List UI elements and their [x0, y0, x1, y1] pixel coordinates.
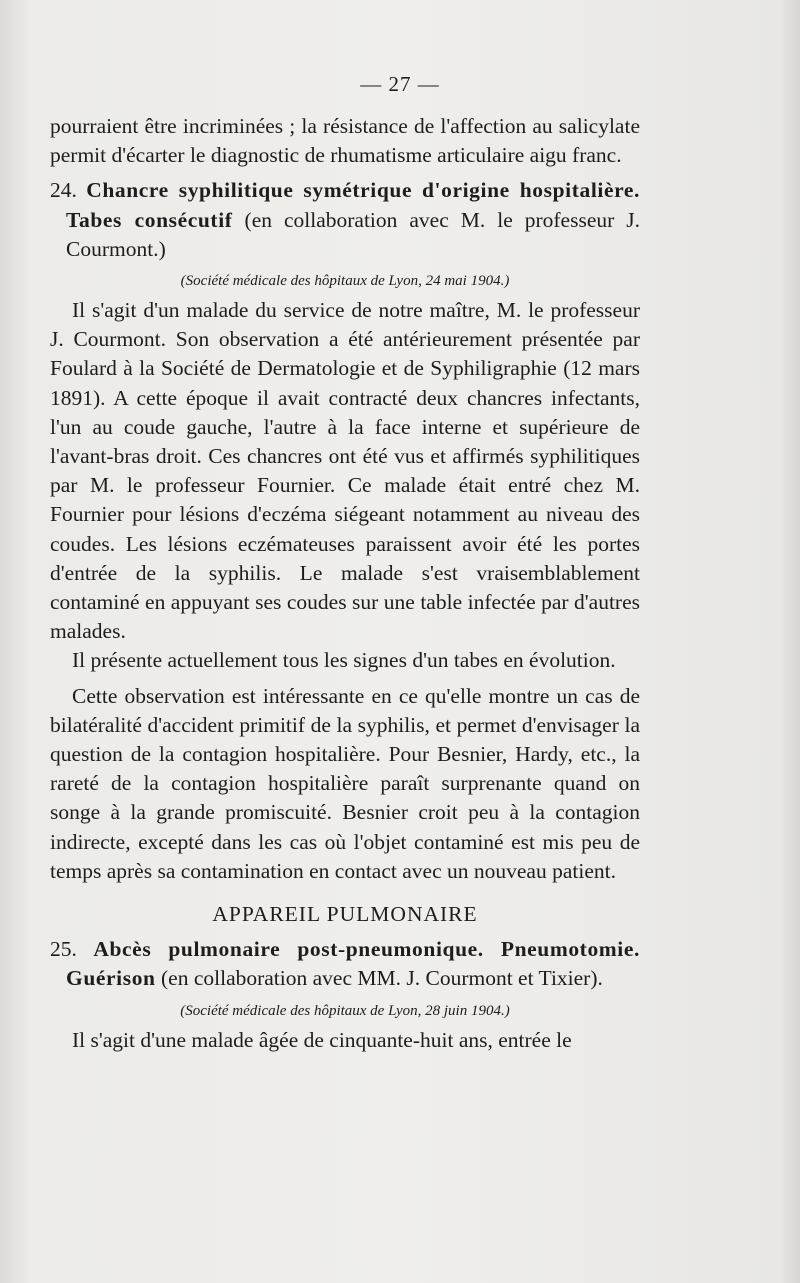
- entry-25-title: Abcès pulmonaire post-pneumonique. Pneumotomie. Guérison: [66, 937, 640, 991]
- section-heading: APPAREIL PULMONAIRE: [212, 902, 478, 927]
- entry-24-paragraph-2: Il présente actuellement tous les signes d'un tabes en évolution.: [72, 648, 616, 673]
- entry-24-source: (Société médicale des hôpitaux de Lyon, 24 mai 1904.): [180, 273, 510, 290]
- entry-25-collaboration: (en collaboration avec MM. J. Courmont et Tixier).: [161, 966, 603, 991]
- page-number: — 27 —: [360, 72, 440, 96]
- entry-24-paragraph-1: Il s'agit d'un malade du service de notre maître, M. le professeur J. Courmont. Son observation a été antérieurement présentée par Foulard à la Société de Dermatologie et de Syphiligraphie (12 mars 1891). A cette époque il avait contracté deux chancres infectants, l'un au coude gauche, l'autre à la face interne et supérieure de l'avant-bras droit. Ces chancres ont été vus et affirmés syphilitiques par M. le professeur Fournier. Ce malade était entré chez M. Fournier pour lésions d'eczéma siégeant notamment au niveau des coudes. Les lésions eczémateuses paraissent avoir été les portes d'entrée de la syphilis. Le malade s'est vraisemblablement contaminé en appuyant ses coudes sur une table infectée par d'autres malades.: [50, 298, 640, 644]
- entry-25-source: (Société médicale des hôpitaux de Lyon, 28 juin 1904.): [180, 1002, 510, 1019]
- entry-25-paragraph: Il s'agit d'une malade âgée de cinquante-huit ans, entrée le: [72, 1027, 572, 1052]
- entry-24-paragraph-3: Cette observation est intéressante en ce qu'elle montre un cas de bilatéralité d'accident primitif de la syphilis, et permet d'envisager la question de la contagion hospitalière. Pour Besnier, Hardy, etc., la rareté de la contagion hospitalière paraît surprenante quand on songe à la grande promiscuité. Besnier croit peu à la contagion indirecte, excepté dans les cas où l'objet contaminé est mis peu de temps après sa contamination en contact avec un nouveau patient.: [50, 683, 640, 883]
- entry-24-collaboration: (en collaboration avec M. le professeur J. Courmont.): [66, 207, 641, 261]
- body-text: [50, 112, 640, 1055]
- entry-25-number: 25.: [50, 937, 77, 962]
- entry-24-heading: [50, 176, 640, 264]
- entry-24-number: 24.: [50, 178, 77, 203]
- entry-25-heading: [50, 935, 640, 993]
- entry-24-title: Chancre syphilitique symétrique d'origine hospitalière. Tabes consécutif: [66, 178, 640, 232]
- opening-paragraph: pourraient être incriminées ; la résistance de l'affection au salicylate permit d'écarter le diagnostic de rhumatisme articulaire aigu franc.: [50, 114, 640, 168]
